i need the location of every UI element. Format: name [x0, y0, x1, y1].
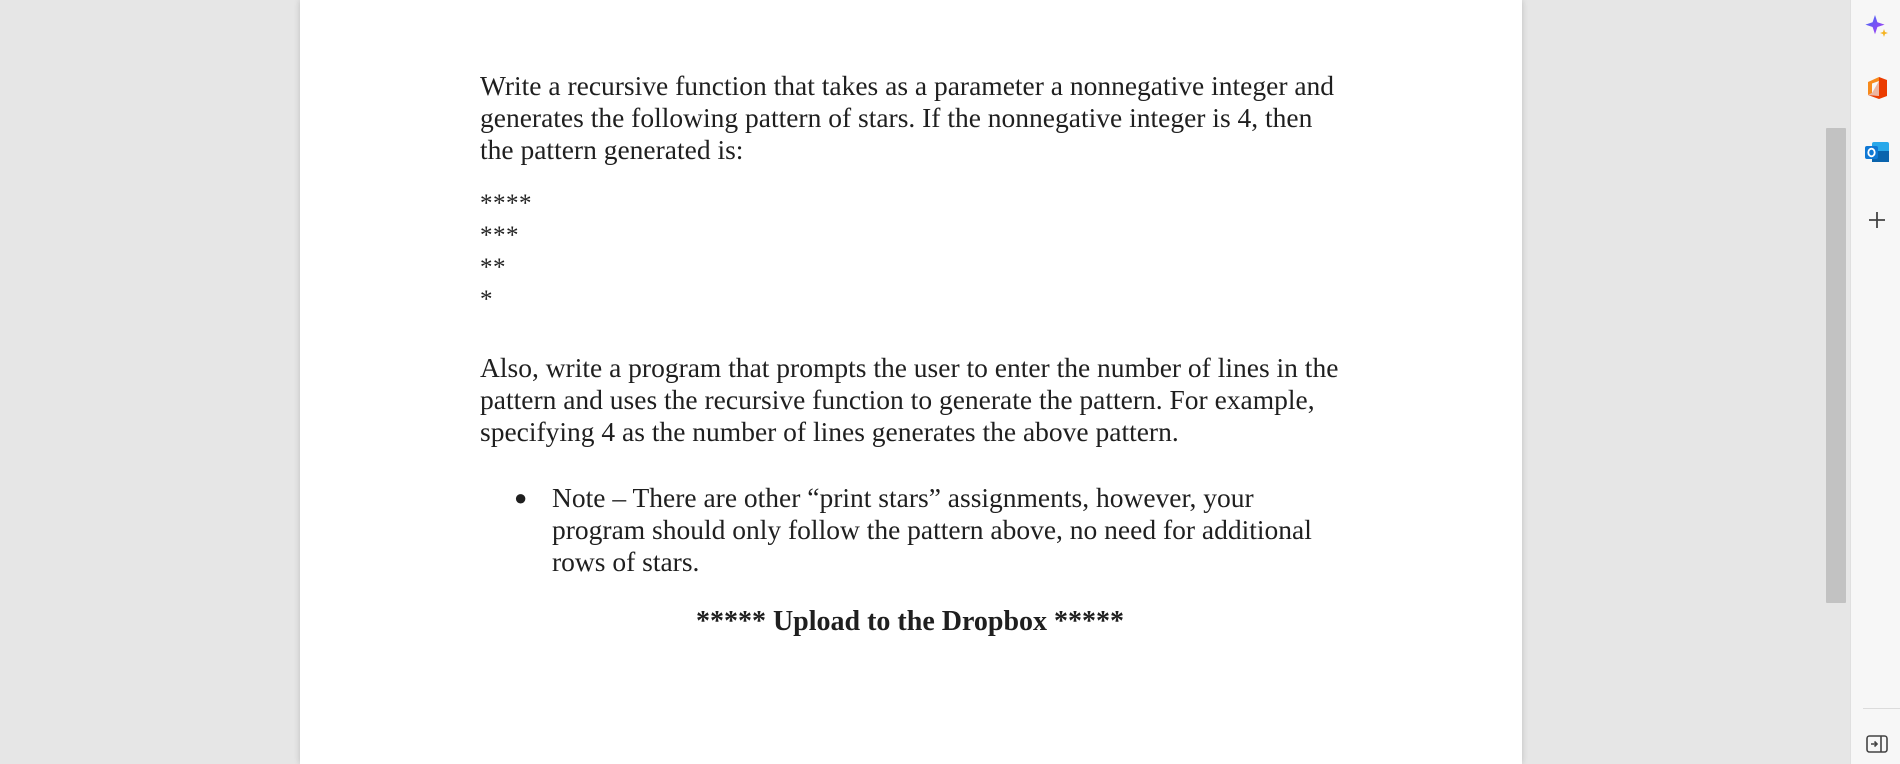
pattern-line: ****: [480, 190, 532, 217]
vertical-scrollbar[interactable]: [1824, 0, 1850, 764]
note-list-item: [480, 482, 1340, 578]
also-paragraph: Also, write a program that prompts the user to enter the number of lines in the pattern and uses the recursive function to generate the pattern. For example, specifying 4 as the number of lines generates the above pattern.: [480, 352, 1339, 447]
pattern-line: **: [480, 254, 506, 281]
upload-instruction: ***** Upload to the Dropbox *****: [695, 606, 1125, 637]
note-list: [480, 482, 1340, 578]
sidebar-divider: [1863, 708, 1900, 709]
scrollbar-thumb[interactable]: [1826, 128, 1846, 603]
document-page: [300, 0, 1522, 764]
pattern-line: *: [480, 286, 493, 313]
add-icon[interactable]: [1863, 206, 1891, 234]
intro-paragraph: Write a recursive function that takes as a parameter a nonnegative integer and generates the following pattern of stars. If the nonnegative integer is 4, then the pattern generated is:: [480, 70, 1335, 165]
hide-sidebar-icon[interactable]: [1863, 730, 1891, 758]
note-text: Note – There are other “print stars” assignments, however, your program should only follow the pattern above, no need for additional rows of stars.: [552, 482, 1312, 577]
copilot-icon[interactable]: [1863, 12, 1891, 40]
bullet-icon: ●: [514, 485, 528, 510]
office-icon[interactable]: [1863, 74, 1891, 102]
outlook-icon[interactable]: [1863, 138, 1891, 166]
pattern-line: ***: [480, 222, 519, 249]
star-pattern: [480, 188, 1340, 316]
edge-sidebar: [1850, 0, 1900, 764]
page-content: [480, 70, 1340, 638]
